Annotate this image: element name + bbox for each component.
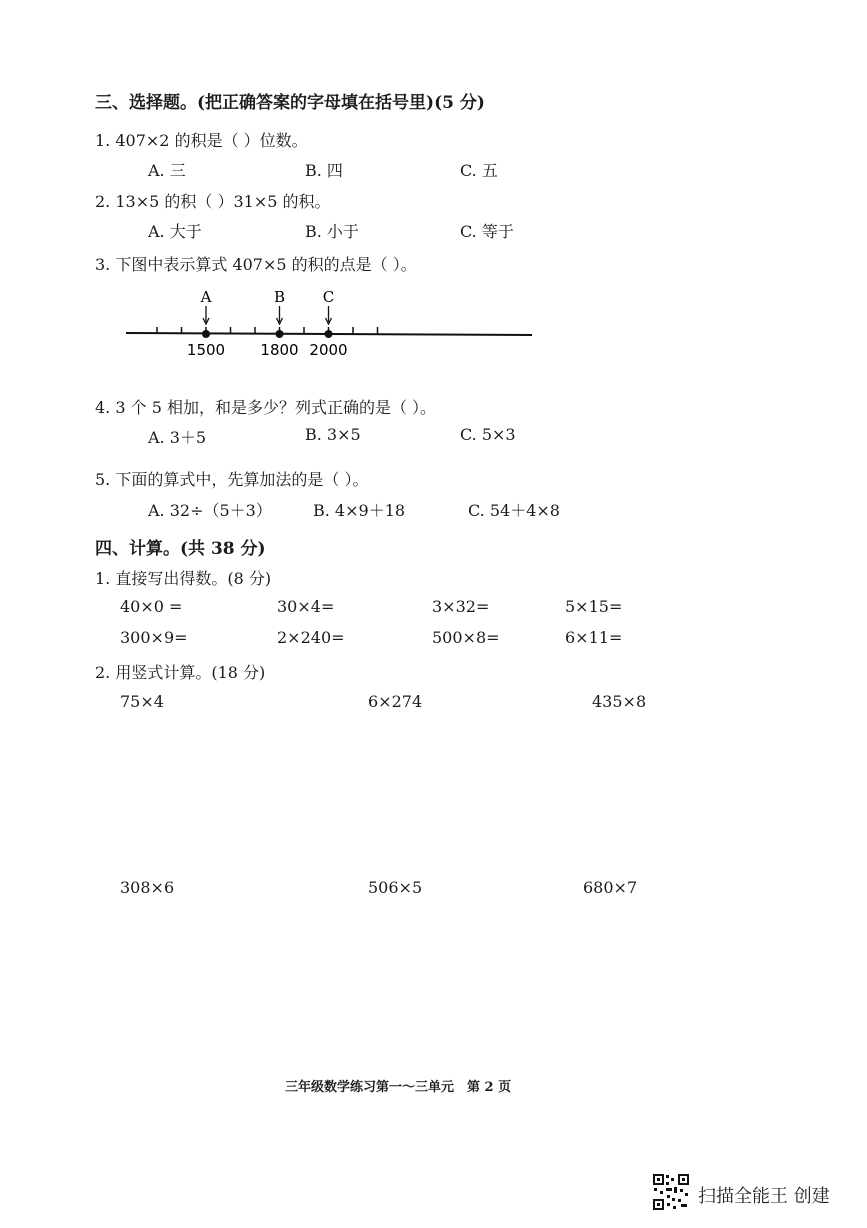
- q2-stem: 2. 13×5 的积（ ）31×5 的积。: [95, 192, 331, 211]
- vertical-calc-4: 308×6: [120, 878, 175, 897]
- vertical-calc-1: 75×4: [120, 692, 164, 711]
- oral-calc-7: 500×8=: [432, 628, 500, 647]
- point-dot: [202, 330, 210, 338]
- vertical-calc-5: 506×5: [368, 878, 423, 897]
- q5-option-c: C. 54＋4×8: [468, 501, 560, 520]
- number-line-tick-label: 2000: [309, 341, 348, 359]
- number-line-point-b: [274, 288, 285, 338]
- oral-calc-6: 2×240=: [277, 628, 345, 647]
- q4-stem: 4. 3 个 5 相加，和是多少？列式正确的是（ ）。: [95, 398, 437, 417]
- q5-option-a: A. 32÷（5＋3）: [148, 501, 272, 520]
- q4-option-a: A. 3＋5: [148, 428, 207, 447]
- section3-title: 三、选择题。(把正确答案的字母填在括号里)(5 分): [95, 93, 485, 113]
- q5-stem: 5. 下面的算式中，先算加法的是（ ）。: [95, 470, 369, 489]
- q2-option-a: A. 大于: [148, 222, 202, 241]
- scanner-watermark-text: 扫描全能王 创建: [698, 1186, 830, 1207]
- number-line: [90, 282, 540, 362]
- point-dot: [276, 330, 284, 338]
- q1-option-c: C. 五: [460, 161, 498, 180]
- q3-stem: 3. 下图中表示算式 407×5 的积的点是（ ）。: [95, 255, 417, 274]
- oral-calc-8: 6×11=: [565, 628, 623, 647]
- oral-calc-2: 30×4=: [277, 597, 335, 616]
- point-label: B: [273, 288, 286, 306]
- page-footer: 三年级数学练习第一～三单元 第 2 页: [285, 1080, 512, 1095]
- vertical-calc-6: 680×7: [583, 878, 638, 897]
- point-label: A: [200, 288, 212, 306]
- q4-option-b: B. 3×5: [305, 425, 361, 444]
- vertical-calc-2: 6×274: [368, 692, 423, 711]
- number-line-tick-label: 1500: [186, 341, 226, 359]
- oral-calc-5: 300×9=: [120, 628, 188, 647]
- q1-stem: 1. 407×2 的积是（ ）位数。: [95, 131, 308, 150]
- qr-code-icon: [652, 1173, 690, 1211]
- point-dot: [325, 330, 333, 338]
- number-line-tick-label: 1800: [260, 341, 299, 359]
- number-line-point-c: [323, 288, 334, 338]
- q5-option-b: B. 4×9＋18: [313, 501, 406, 520]
- number-line-point-a: [200, 288, 212, 338]
- vertical-calc-3: 435×8: [592, 692, 647, 711]
- q2-option-c: C. 等于: [460, 222, 514, 241]
- part2-title: 2. 用竖式计算。(18 分): [95, 663, 266, 682]
- part1-title: 1. 直接写出得数。(8 分): [95, 569, 272, 588]
- oral-calc-1: 40×0 =: [120, 597, 183, 616]
- q4-option-c: C. 5×3: [460, 425, 516, 444]
- oral-calc-4: 5×15=: [565, 597, 623, 616]
- q2-option-b: B. 小于: [305, 222, 359, 241]
- q1-option-b: B. 四: [305, 161, 343, 180]
- point-label: C: [322, 288, 335, 306]
- oral-calc-3: 3×32=: [432, 597, 490, 616]
- q1-option-a: A. 三: [148, 161, 186, 180]
- section4-title: 四、计算。(共 38 分): [95, 539, 266, 559]
